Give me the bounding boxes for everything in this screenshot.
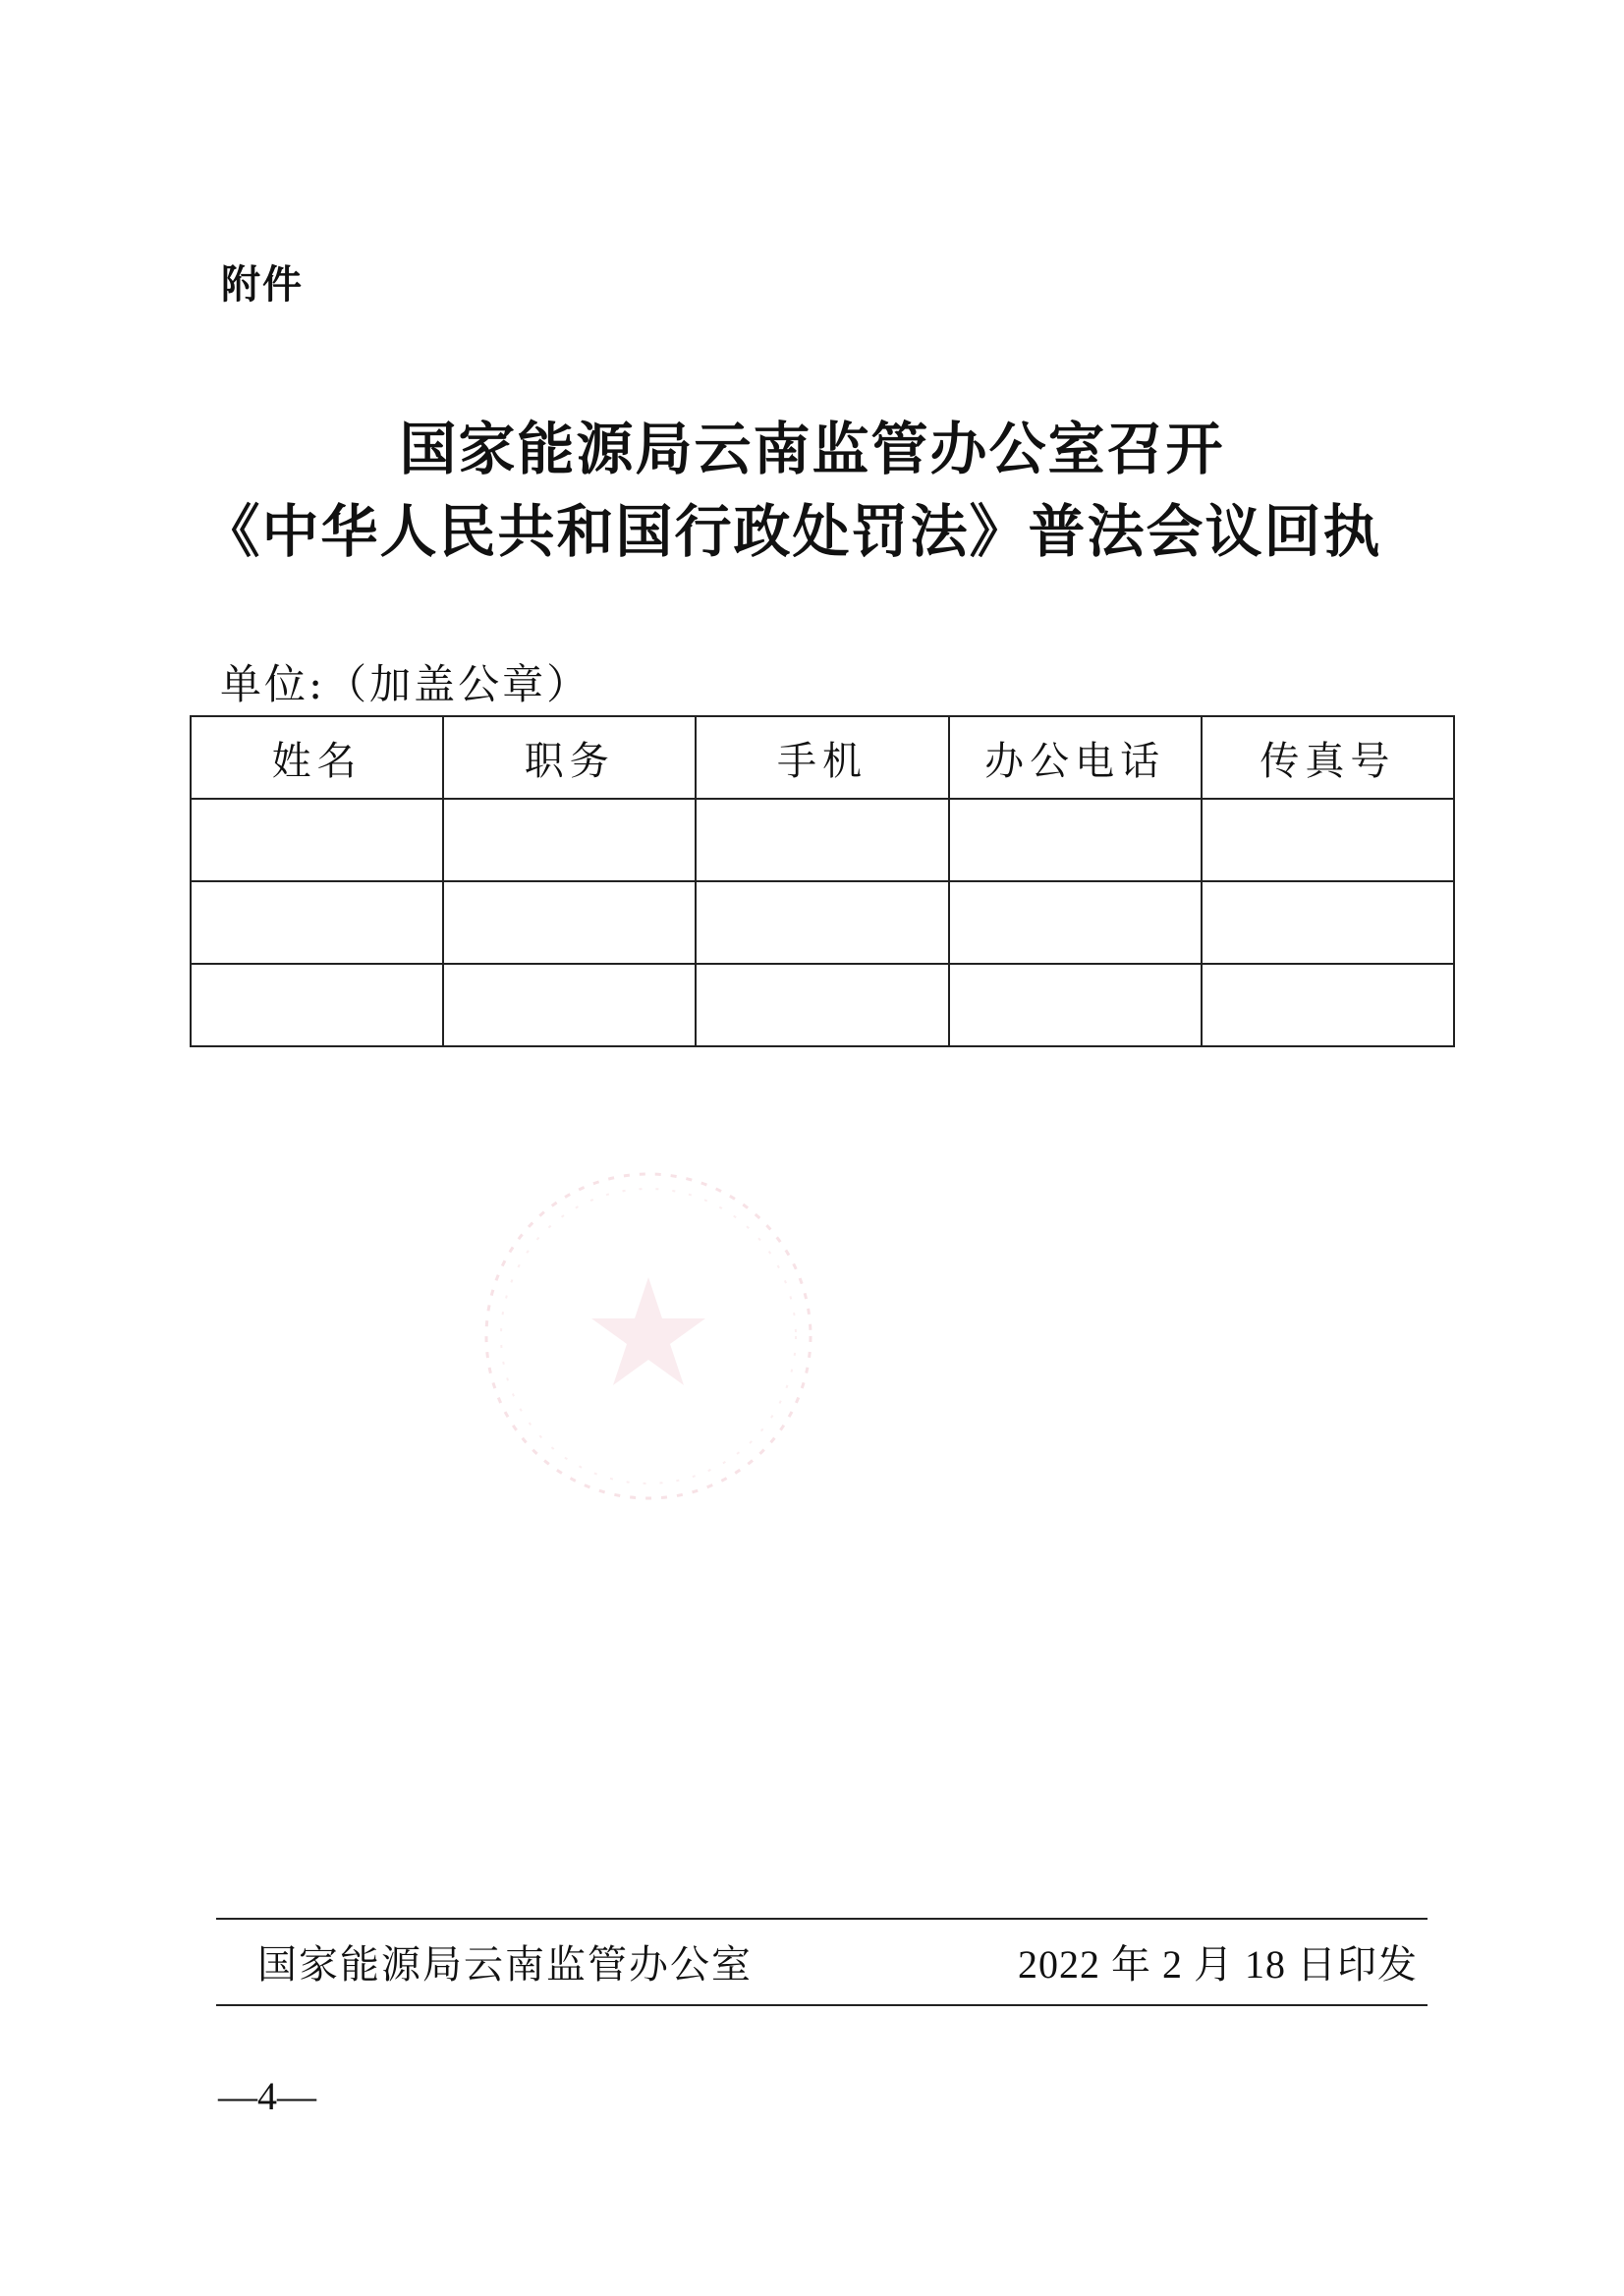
table-cell[interactable] [1202,799,1454,881]
header-mobile: 手机 [696,716,948,799]
table-cell[interactable] [191,799,443,881]
header-office-phone: 办公电话 [949,716,1202,799]
footer-top-rule [216,1918,1428,1920]
table-row [191,881,1454,964]
table-cell[interactable] [949,964,1202,1046]
header-name: 姓名 [191,716,443,799]
unit-label: 单位:（加盖公章） [220,660,591,708]
table-cell[interactable] [949,881,1202,964]
table-cell[interactable] [1202,964,1454,1046]
table-cell[interactable] [949,799,1202,881]
issuer-name: 国家能源局云南监管办公室 [257,1942,753,1988]
table-cell[interactable] [443,881,696,964]
table-header-row [191,716,1454,799]
document-title-line-1: 国家能源局云南监管办公室召开 [399,416,1225,482]
issue-date: 2022 年 2 月 18 日印发 [1018,1942,1418,1987]
page-number: —4— [218,2074,316,2118]
table-cell[interactable] [696,964,948,1046]
table-row [191,799,1454,881]
table-cell[interactable] [191,881,443,964]
table-cell[interactable] [443,964,696,1046]
table-cell[interactable] [191,964,443,1046]
document-title-line-2: 《中华人民共和国行政处罚法》普法会议回执 [202,498,1382,565]
table-cell[interactable] [696,881,948,964]
table-row [191,964,1454,1046]
attachment-label: 附件 [221,262,304,308]
receipt-form-table [190,715,1455,1047]
header-position: 职务 [443,716,696,799]
table-cell[interactable] [696,799,948,881]
footer-bottom-rule [216,2004,1428,2006]
faint-seal-stamp [472,1159,825,1513]
header-fax: 传真号 [1202,716,1454,799]
table-cell[interactable] [1202,881,1454,964]
table-cell[interactable] [443,799,696,881]
